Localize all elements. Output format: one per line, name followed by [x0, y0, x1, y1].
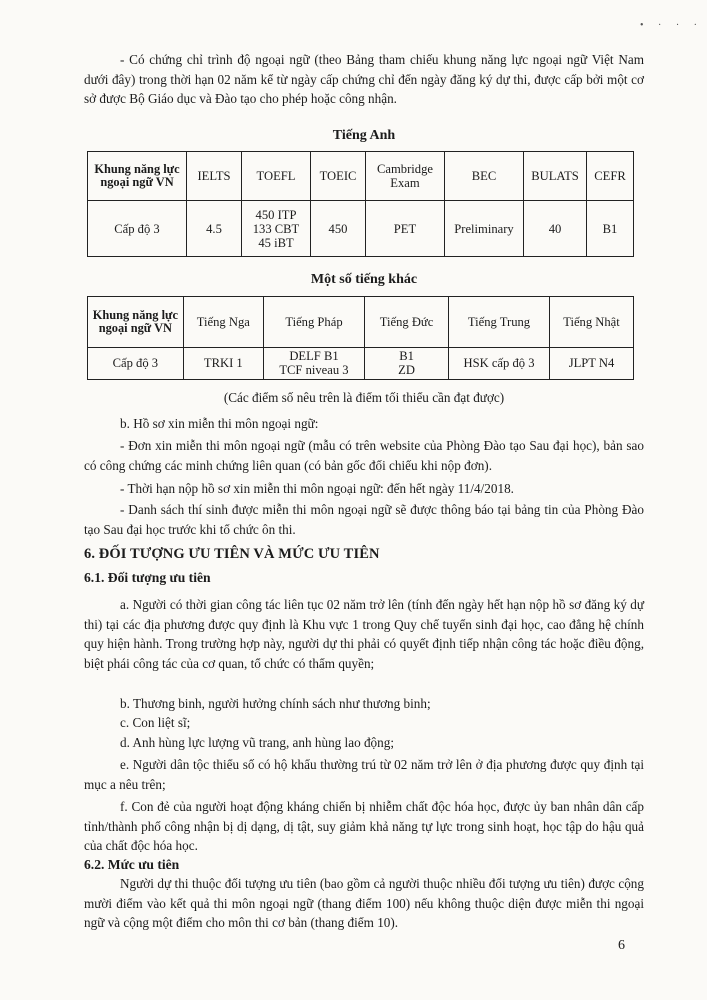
other-table-title: Một số tiếng khác [310, 272, 418, 287]
table-header-cell: BEC [445, 152, 524, 201]
section-6-heading: 6. ĐỐI TƯỢNG ƯU TIÊN VÀ MỨC ƯU TIÊN [84, 546, 380, 562]
other-languages-table [87, 296, 634, 380]
table-cell: 4.5 [187, 201, 242, 257]
section-6-2-heading: 6.2. Mức ưu tiên [84, 857, 180, 872]
table-header-cell: CEFR [587, 152, 634, 201]
priority-item-e: e. Người dân tộc thiểu số có hộ khẩu thường trú từ 02 năm trở lên ở địa phương được quy định tại mục a nêu trên; [84, 757, 644, 792]
section-b-heading: b. Hồ sơ xin miễn thi môn ngoại ngữ: [120, 416, 319, 431]
table-cell: B1 [587, 201, 634, 257]
section-b-item: - Danh sách thí sinh được miễn thi môn ngoại ngữ sẽ được thông báo tại bảng tin của Phòng Đào tạo Sau đại học trước khi tổ chức ôn thi. [84, 502, 644, 537]
corner-mark: • · · · [640, 20, 703, 31]
table-header-cell: Cambridge Exam [366, 152, 445, 201]
table-cell: JLPT N4 [549, 347, 633, 379]
table-header-cell: Tiếng Nga [183, 297, 263, 348]
english-table [87, 151, 634, 257]
priority-item-b: b. Thương binh, người hưởng chính sách như thương binh; [120, 696, 431, 711]
english-table-title: Tiếng Anh [332, 128, 396, 143]
priority-item-a: a. Người có thời gian công tác liên tục 02 năm trở lên (tính đến ngày hết hạn nộp hồ sơ đăng ký dự thi) tại các địa phương được quy định là Khu vực 1 trong Quy chế tuyển sinh đại học, cao đẳng hệ chính quy hiện hành. Trong trường hợp này, người dự thi phải có quyết định tiếp nhận công tác hoặc điều động, biệt phái công tác của cơ quan, tổ chức có thẩm quyền; [84, 597, 644, 671]
table-header-cell: Khung năng lực ngoại ngữ VN [88, 297, 184, 348]
table-cell: 40 [524, 201, 587, 257]
table-header-cell: Khung năng lực ngoại ngữ VN [88, 152, 187, 201]
priority-level-paragraph: Người dự thi thuộc đối tượng ưu tiên (bao gồm cả người thuộc nhiều đối tượng ưu tiên) được cộng mười điểm vào kết quả thi môn ngoại ngữ (thang điểm 100) nếu không thuộc diện được miễn thi ngoại ngữ và cộng một điểm cho môn thi cơ bản (thang điểm 10). [84, 876, 644, 930]
table-header-cell: Tiếng Đức [365, 297, 449, 348]
table-cell: DELF B1 TCF niveau 3 [263, 347, 364, 379]
table-header-cell: Tiếng Pháp [263, 297, 364, 348]
table-cell: B1 ZD [365, 347, 449, 379]
table-cell: Cấp độ 3 [88, 201, 187, 257]
section-6-1-heading: 6.1. Đối tượng ưu tiên [84, 570, 211, 585]
table-cell: Cấp độ 3 [88, 347, 184, 379]
priority-item-f: f. Con đẻ của người hoạt động kháng chiến bị nhiễm chất độc hóa học, được ủy ban nhân dân cấp tỉnh/thành phố công nhận bị dị dạng, dị tật, suy giảm khả năng tự lực trong sinh hoạt, học tập do hậu quả của chất độc hóa học. [84, 799, 644, 853]
intro-paragraph: - Có chứng chỉ trình độ ngoại ngữ (theo Bảng tham chiếu khung năng lực ngoại ngữ Việt Nam dưới đây) trong thời hạn 02 năm kể từ ngày cấp chứng chỉ đến ngày đăng ký dự thi, được cấp bởi một cơ sở được Bộ Giáo dục và Đào tạo cho phép hoặc công nhận. [84, 52, 644, 106]
table-cell: 450 [311, 201, 366, 257]
table-header-cell: TOEFL [242, 152, 311, 201]
table-header-cell: TOEIC [311, 152, 366, 201]
table-cell: HSK cấp độ 3 [449, 347, 550, 379]
table-note: (Các điểm số nêu trên là điểm tối thiểu cần đạt được) [223, 390, 505, 405]
table-header-cell: IELTS [187, 152, 242, 201]
priority-item-d: d. Anh hùng lực lượng vũ trang, anh hùng lao động; [120, 735, 395, 750]
table-cell: 450 ITP 133 CBT 45 iBT [242, 201, 311, 257]
table-header-cell: BULATS [524, 152, 587, 201]
page-number: 6 [618, 938, 625, 953]
table-cell: TRKI 1 [183, 347, 263, 379]
priority-item-c: c. Con liệt sĩ; [120, 715, 191, 730]
section-b-item: - Đơn xin miễn thi môn ngoại ngữ (mẫu có trên website của Phòng Đào tạo Sau đại học), bản sao có công chứng các minh chứng liên quan (có bản gốc đối chiếu khi nộp đơn). [84, 438, 644, 473]
section-b-item: - Thời hạn nộp hồ sơ xin miễn thi môn ngoại ngữ: đến hết ngày 11/4/2018. [120, 481, 514, 496]
table-header-cell: Tiếng Nhật [549, 297, 633, 348]
table-header-cell: Tiếng Trung [449, 297, 550, 348]
table-cell: PET [366, 201, 445, 257]
table-cell: Preliminary [445, 201, 524, 257]
